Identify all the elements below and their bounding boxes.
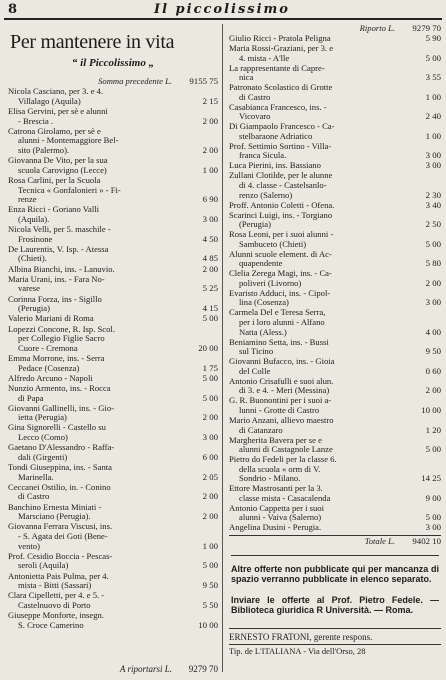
donation-amount: 3 00 [425,522,441,533]
donation-row [229,64,441,83]
donation-amount: 5 00 [425,52,441,63]
donation-amount: 2 00 [202,263,218,274]
donor-name: De Laurentis, V. Isp. - Atessa (Chieti). [8,243,109,264]
carry-forward-row [8,664,218,674]
donation-amount: 3 40 [425,199,441,210]
donor-name: Catrona Girolamo, per sè e alunni - Montemaggiore Bel- sito (Palermo). [8,125,119,155]
donor-name: Mario Anzani, allievo maestro di Catanzaro [229,414,334,435]
donation-amount: 2 00 [202,491,218,502]
donor-name: Giuseppe Monforte, insegn. S. Croce Camerino [8,610,104,630]
donor-name: Emma Morrone, ins. - Serra Pedace (Cosenza) [8,352,105,373]
donation-row [8,176,218,205]
right-column [229,24,441,656]
total-amount: 9402 10 [412,536,441,547]
donation-row [8,275,218,294]
donation-amount: 3 00 [425,297,441,308]
donation-amount: 6 90 [202,194,218,205]
donation-amount: 2 00 [425,385,441,396]
donation-amount: 5 50 [202,599,218,610]
donation-amount: 9 50 [202,580,218,591]
donation-row [229,484,441,503]
donation-amount: 2 50 [425,219,441,230]
donation-row [229,416,441,435]
donation-row [229,103,441,122]
donor-name: Rosa Leoni, per i suoi alunni - Sambuceto (Chieti) [229,229,334,249]
donor-name: Enza Ricci - Goriano Valli (Aquila). [8,204,100,224]
donation-row [8,404,218,423]
donor-name: Casabianca Francesco, ins. - Vicovaro [229,101,327,122]
editor-line: ERNESTO FRATONI, gerente respons. [229,628,441,643]
donor-name: Alfredo Arcuno - Napoli [8,372,93,383]
donation-amount: 5 00 [425,238,441,249]
donor-name: Evaristo Adduci, ins. - Cipol- lina (Cosenza) [229,287,331,308]
donation-row [229,289,441,308]
header-rule [4,18,442,20]
donor-name: Giovanna De Vito, per la sua scuola Carovigno (Lecce) [8,155,108,175]
donor-name: Di Giampaolo Francesco - Ca- stelbaraone Adriatico [229,121,335,141]
donation-row [229,523,441,533]
notice-other-offers: Altre offerte non pubblicate qui per mancanza di spazio verranno pubblicate in elenco separato. [231,555,439,585]
donation-row [229,504,441,523]
notice-send-offers: Inviare le offerte al Prof. Pietro Fedele. — Biblioteca giuridica R Università. — Roma. [231,594,439,616]
donation-row [8,87,218,106]
column-divider [222,24,223,672]
donor-name: Gina Signorelli - Castello su Lecco (Como) [8,422,106,443]
donation-row [229,171,441,200]
previous-sum-row [8,77,218,87]
donation-amount: 2 00 [202,412,218,423]
donor-name: Corinna Forza, ins - Sigillo (Perugia) [8,293,102,314]
donation-amount: 5 00 [202,313,218,324]
donation-amount: 1 20 [425,424,441,435]
donation-row [229,377,441,396]
donation-row [8,591,218,610]
donation-amount: 6 00 [202,451,218,462]
donor-name: Angelina Dusini - Perugia. [229,522,322,533]
donor-name: Tondi Giuseppina, ins. - Santa Marinella. [8,462,112,482]
donation-amount: 4 50 [202,233,218,244]
donation-amount: 0 60 [425,365,441,376]
donation-row [8,611,218,630]
page-number: 8 [8,2,18,17]
carry-forward-label: A riportarsi L. [119,664,172,674]
donor-name: Rosa Carlini, per la Scuola Tecnica « Gonfalonieri » - Fi- renze [8,174,121,205]
donor-name: Clara Cipelletti, per 4. e 5. - Castelnuovo di Porto [8,590,105,610]
donor-name: Nunzio Armento, ins. - Rocca di Papa [8,382,111,403]
donation-row [8,265,218,275]
donation-row [229,211,441,230]
donation-row [8,572,218,591]
donation-amount: 20 00 [198,342,218,353]
donation-amount: 3 00 [202,432,218,443]
donation-row [229,201,441,211]
donor-name: Giulio Ricci - Pratola Peligna [229,32,331,43]
donation-amount: 5 00 [425,444,441,455]
donor-name: Carmela Del e Teresa Serra, per i loro alunni - Alfano Natta (Aless.) [229,307,326,337]
donation-amount: 1 00 [202,164,218,175]
donation-row [8,443,218,462]
donation-row [229,230,441,249]
donor-name: Prof. Cesidio Boccia - Pescas- seroli (Aquila) [8,550,113,571]
donor-name: Giovanni Bufacco, ins. - Gioia del Colle [229,356,335,376]
donation-amount: 2 00 [425,277,441,288]
donation-amount: 3 55 [425,72,441,83]
donor-name: Maria Urani, ins. - Fara No- varese [8,273,105,294]
donation-row [229,250,441,269]
donation-amount: 5 00 [202,560,218,571]
donor-name: Ceccanei Ostilio, in. - Conino di Castro [8,481,111,502]
donor-name: Maria Rossi-Graziani, per 3. e 4. mista - A'lle [229,42,334,63]
previous-sum-amount: 9155 75 [189,76,218,86]
page-header [4,0,442,20]
donation-row [229,142,441,161]
carry-forward-amount: 9279 70 [188,664,218,674]
donor-name: Antonietta Pais Pulma, per 4. mista - Bitti (Sassari) [8,570,109,591]
donation-amount: 5 80 [425,258,441,269]
donation-amount: 4 00 [425,326,441,337]
donation-amount: 2 05 [202,471,218,482]
article-subtitle: “ il Piccolissimo „ [71,57,155,69]
donor-name: Lopezzi Concone, R. Isp. Scol. per Collegio Figlie Sacro Cuore - Cremona [8,323,115,353]
brought-forward-label: Riporto L. [359,23,395,33]
donation-amount: 2 00 [202,115,218,126]
donation-row [8,107,218,126]
donation-row [8,384,218,403]
donation-row [8,245,218,264]
donation-row [8,503,218,522]
donor-name: Albina Bianchi, ins. - Lanuvio. [8,263,115,274]
donation-row [229,396,441,415]
donation-row [229,122,441,141]
total-label: Totale L. [364,536,395,547]
donation-row [229,455,441,484]
donation-amount: 2 00 [202,144,218,155]
donor-name: Pietro do Fedeli per la classe 6. della scuola « orm di V. Sondrio - Milano. [229,454,337,484]
donation-row [8,205,218,224]
donation-amount: 4 85 [202,253,218,264]
brought-forward-amount: 9279 70 [412,23,441,33]
donor-name: Zullani Clotilde, per le alunne di 4. classe - Castelsanlo- renzo (Salerno) [229,170,333,200]
donation-row [229,44,441,63]
donation-row [8,483,218,502]
right-donation-list [229,34,441,533]
donor-name: Scarinci Luigi, ins. - Torgiano (Perugia) [229,209,333,230]
donor-name: Gaetano D'Alessandro - Raffa- dali (Girgenti) [8,442,115,462]
donor-name: Antonio Crisafulli e suoi alun. di 3. e 4. - Meri (Messina) [229,375,334,396]
donation-row [8,314,218,324]
donor-name: Elisa Gervini, per sè e alunni - Brescia . [8,105,108,126]
donation-amount: 5 90 [425,32,441,43]
donor-name: Patronato Scolastico di Grotte di Castro [229,82,333,102]
donation-amount: 3 00 [425,150,441,161]
donation-row [8,127,218,156]
donation-amount: 5 00 [425,512,441,523]
donation-amount: 3 00 [425,160,441,171]
donation-amount: 9 50 [425,346,441,357]
donation-amount: 2 15 [202,95,218,106]
left-column [8,24,218,631]
donation-amount: 2 30 [425,189,441,200]
donor-name: Proff. Antonio Coletti - Ofena. [229,199,335,210]
donor-name: Banchino Ernesta Miniati - Marsciano (Perugia). [8,501,102,522]
donor-name: Antonio Cappetta per i suoi alunni - Vaiva (Salerno) [229,502,324,523]
printer-line: Tip. de L'ITALIANA - Via dell'Orso, 28 [229,644,441,656]
donor-name: Nicola Casciano, per 3. e 4. Villalago (Aquila) [8,86,103,106]
donation-amount: 2 40 [425,111,441,122]
donor-name: Giovanni Gallinelli, ins. - Gio- ietta (Perugia) [8,402,114,423]
previous-sum-label: Somma precedente L. [98,76,172,86]
donor-name: Luca Pierini, ins. Bassiano [229,160,321,171]
donation-row [229,269,441,288]
donation-amount: 1 75 [202,362,218,373]
journal-title: Il piccolissimo [154,2,290,17]
donation-row [8,374,218,384]
donation-amount: 1 00 [425,130,441,141]
donor-name: Prof. Settimio Sortino - Villa- franca Sicula. [229,140,332,161]
donor-name: G. R. Buonontini per i suoi a- lunni - Grotte di Castro [229,395,332,415]
donation-amount: 5 00 [202,372,218,383]
donation-amount: 10 00 [198,619,218,630]
article-title: Per mantenere in vita [10,31,175,53]
donation-amount: 1 00 [425,91,441,102]
donor-name: Clelia Zerega Magi, ins. - Ca- poliveri (Livorno) [229,268,332,288]
donation-row [8,156,218,175]
donation-row [229,83,441,102]
donation-row [8,295,218,314]
donation-row [8,354,218,373]
donation-amount: 14 25 [421,473,441,484]
donation-amount: 9 00 [425,492,441,503]
donation-amount: 2 00 [202,511,218,522]
donor-name: Giovanna Ferrara Viscusi, ins. - S. Agata dei Goti (Bene- vento) [8,521,113,551]
donation-row [229,357,441,376]
donation-row [8,522,218,551]
donor-name: Valerio Mariani di Roma [8,313,94,324]
total-row [229,535,441,547]
donation-row [8,552,218,571]
donor-name: Beniamino Setta, ins. - Bussi sul Ticino [229,336,329,357]
donor-name: La rappresentante di Capre- nica [229,62,325,83]
donation-row [8,423,218,442]
donation-row [229,436,441,455]
donation-row [8,225,218,244]
left-donation-list [8,87,218,630]
donation-row [229,308,441,337]
donation-row [8,325,218,354]
donation-amount: 5 25 [202,283,218,294]
donation-amount: 1 00 [202,540,218,551]
donation-row [229,338,441,357]
donor-name: Margherita Bavera per se e alunni di Castagnole Lanze [229,434,333,455]
donation-row [8,463,218,482]
donation-amount: 4 15 [202,303,218,314]
donation-amount: 10 00 [421,404,441,415]
donor-name: Nicola Velli, per 5. maschile - Frosinone [8,224,111,244]
donation-amount: 5 00 [202,392,218,403]
donor-name: Alunni scuole element. di Ac- quapendente [229,248,332,269]
donor-name: Ettore Mastrosanti per la 3. classe mista - Casacalenda [229,483,331,503]
donation-amount: 3 00 [202,213,218,224]
